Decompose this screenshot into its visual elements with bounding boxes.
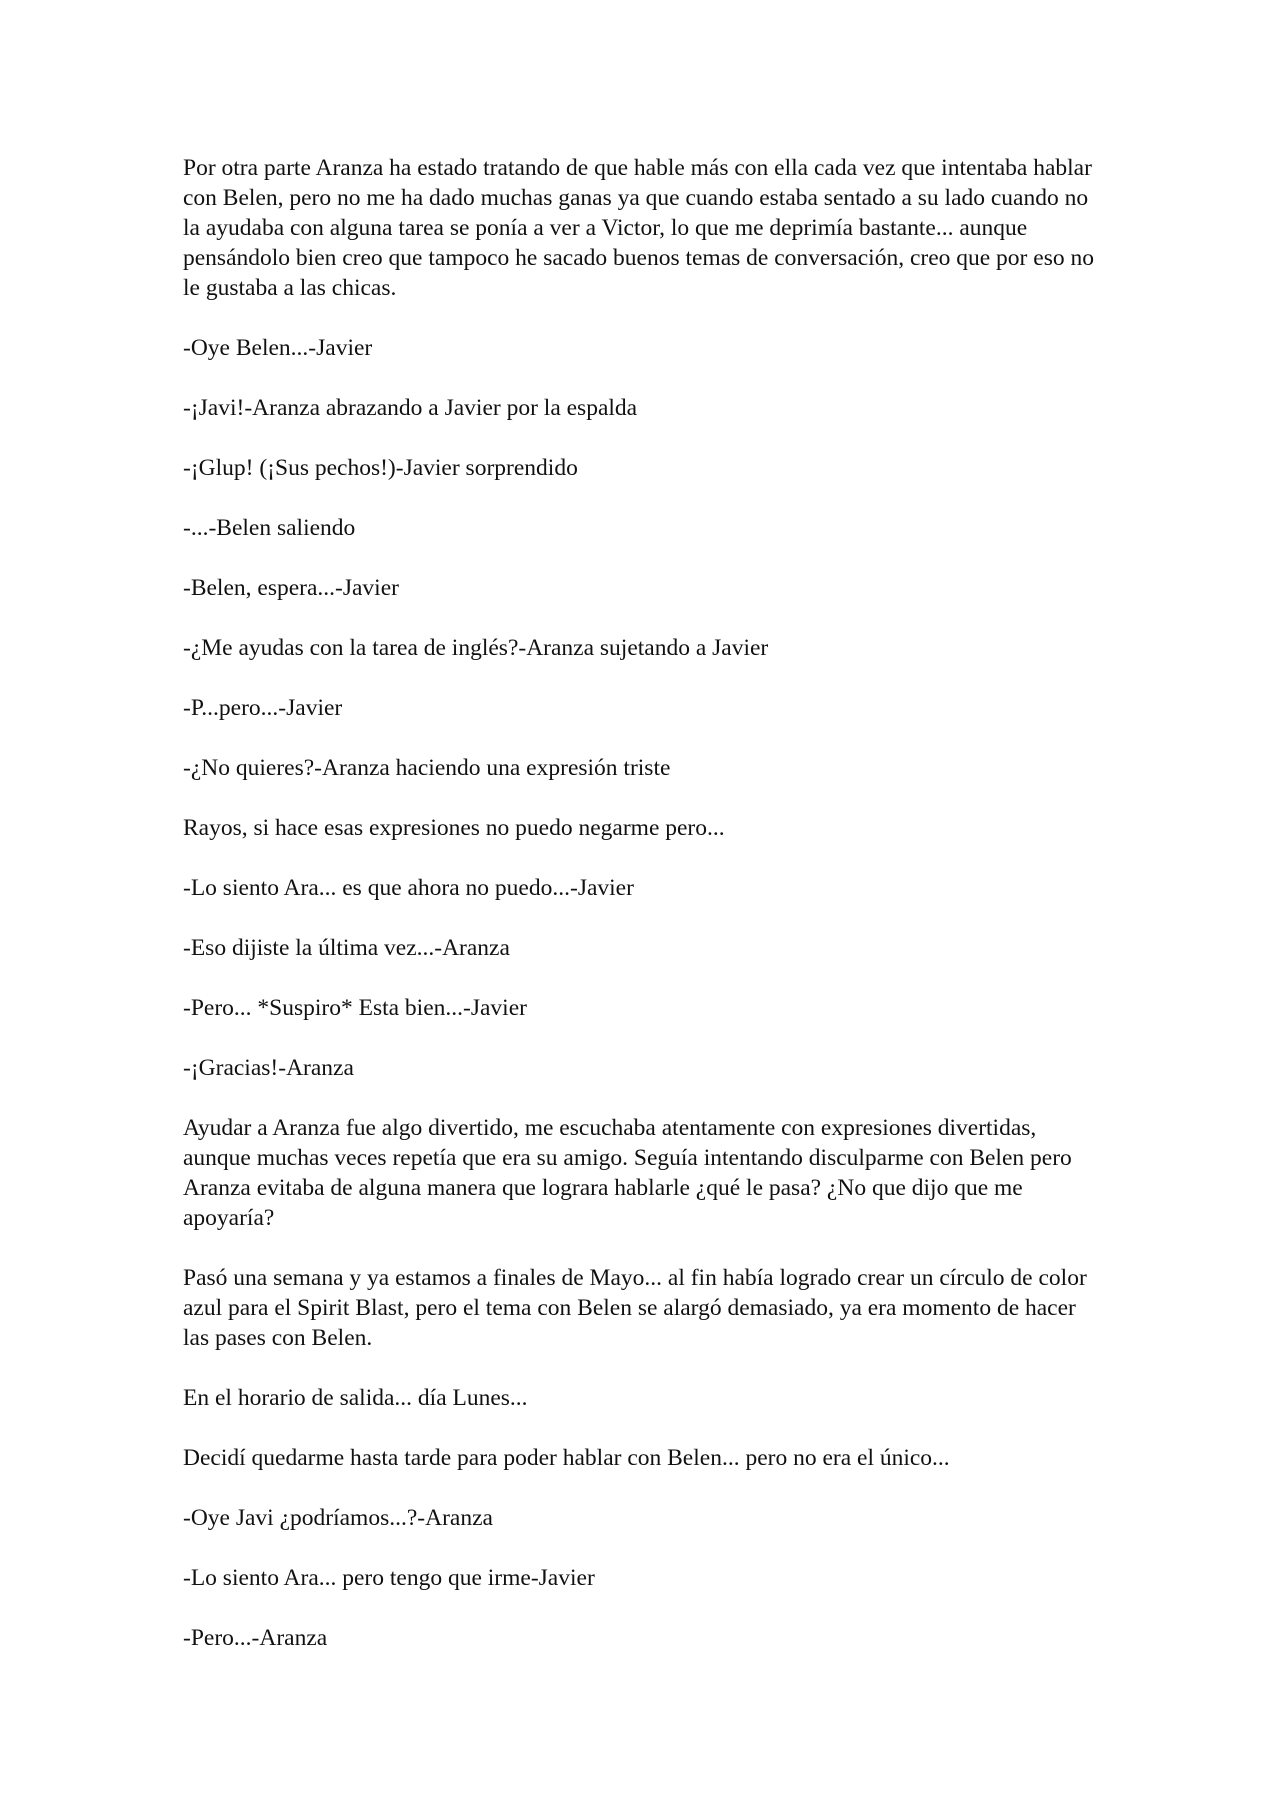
dialogue-line: -Oye Belen...-Javier — [183, 335, 373, 361]
dialogue-line: -Pero... *Suspiro* Esta bien...-Javier — [183, 995, 527, 1021]
dialogue-line: -Lo siento Ara... pero tengo que irme-Javier — [183, 1565, 595, 1591]
dialogue-line: -Lo siento Ara... es que ahora no puedo...-Javier — [183, 875, 634, 901]
paragraph-narration-aranza: Por otra parte Aranza ha estado tratando de que hable más con ella cada vez que intentaba hablar con Belen, pero no me ha dado muchas ganas ya que cuando estaba sentado a su lado cuando no la ayudaba con alguna tarea se ponía a ver a Victor, lo que me deprimía bastante... aunque pensándolo bien creo que tampoco he sacado buenos temas de conversación, creo que por eso no le gustaba a las chicas. — [183, 155, 1094, 301]
dialogue-line: -...-Belen saliendo — [183, 515, 356, 541]
narration-line: Decidí quedarme hasta tarde para poder hablar con Belen... pero no era el único... — [183, 1445, 950, 1471]
dialogue-line: -Oye Javi ¿podríamos...?-Aranza — [183, 1505, 493, 1531]
dialogue-line: -¡Glup! (¡Sus pechos!)-Javier sorprendido — [183, 455, 578, 481]
narration-line: Rayos, si hace esas expresiones no puedo negarme pero... — [183, 815, 725, 841]
dialogue-line: -Pero...-Aranza — [183, 1625, 328, 1651]
dialogue-line: -¿No quieres?-Aranza haciendo una expresión triste — [183, 755, 671, 781]
dialogue-line: -¿Me ayudas con la tarea de inglés?-Aranza sujetando a Javier — [183, 635, 769, 661]
dialogue-line: -¡Gracias!-Aranza — [183, 1055, 354, 1081]
document-page — [183, 153, 1098, 1683]
paragraph-narration-week: Pasó una semana y ya estamos a finales de Mayo... al fin había logrado crear un círculo de color azul para el Spirit Blast, pero el tema con Belen se alargó demasiado, ya era momento de hacer las pases con Belen. — [183, 1265, 1087, 1351]
narration-line: En el horario de salida... día Lunes... — [183, 1385, 528, 1411]
dialogue-line: -P...pero...-Javier — [183, 695, 343, 721]
paragraph-narration-helping: Ayudar a Aranza fue algo divertido, me escuchaba atentamente con expresiones divertidas, aunque muchas veces repetía que era su amigo. Seguía intentando disculparme con Belen pero Aranza evitaba de alguna manera que lograra hablarle ¿qué le pasa? ¿No que dijo que me apoyaría? — [183, 1115, 1072, 1231]
dialogue-line: -Belen, espera...-Javier — [183, 575, 399, 601]
dialogue-line: -Eso dijiste la última vez...-Aranza — [183, 935, 510, 961]
dialogue-line: -¡Javi!-Aranza abrazando a Javier por la espalda — [183, 395, 638, 421]
